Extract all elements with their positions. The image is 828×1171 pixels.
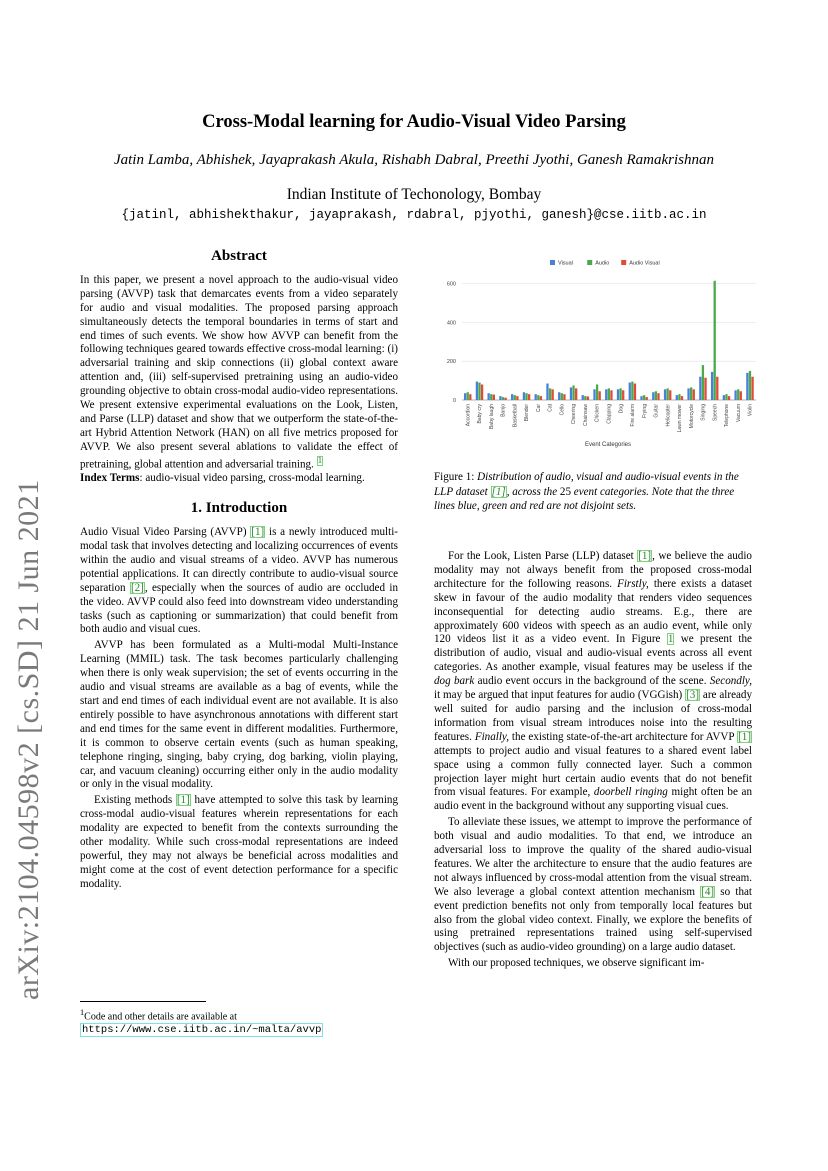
footnote <box>80 1006 398 1037</box>
intro-paragraph-2: AVVP has been formulated as a Multi-modal Multi-Instance Learning (MMIL) task. The task becomes particularly challenging when there is only weak supervision; the set of events occurring in the audio and visual streams are available as a bag of events, while the start and end times of each individual event are not available. It is also entirely possible to have asynchronous annotations with different start and end times for the same event in different modalities. Furthermore, it is common to observe certain events (such as human speaking, telephone ringing, singing, baby crying, dog barking, violin playing, car, and vacuum cleaning) occurring either only in the audio modality or only in the visual modality. <box>80 639 398 791</box>
bar <box>622 390 624 400</box>
caption-text: event categories. Note that the three lines blue, green and red are not disjoint sets. <box>434 485 735 512</box>
text-run: the existing state-of-the-art architecture for AVVP <box>509 730 738 743</box>
bar <box>511 394 513 400</box>
bar <box>699 377 701 400</box>
footnote-mark: 1 <box>80 1008 85 1017</box>
bar <box>488 393 490 400</box>
legend-swatch <box>550 260 555 265</box>
bar <box>737 389 739 400</box>
intro-paragraph-1 <box>80 526 398 637</box>
bar <box>716 377 718 400</box>
bar <box>563 394 565 400</box>
text-run: it may be argued that input features for audio (VGGish) <box>434 689 686 702</box>
bar <box>493 395 495 400</box>
x-tick-label: Banjo <box>500 404 507 417</box>
bar <box>669 390 671 400</box>
right-column <box>434 550 752 971</box>
bar <box>693 389 695 400</box>
y-tick-label: 400 <box>446 320 456 327</box>
bar <box>499 396 501 400</box>
bar <box>634 384 636 400</box>
x-tick-label: Baby laugh <box>488 404 495 430</box>
text-run: , especially when the sources of audio are occluded in the video. AVVP could also feed into downstream video understanding tasks (such as captioning or summarization) that could benefit from both audio and visual cues. <box>80 581 398 636</box>
bar <box>640 396 642 400</box>
bar <box>561 393 563 400</box>
caption-number: 25 <box>559 485 572 498</box>
bar <box>572 385 574 400</box>
text-run: Audio Visual Video Parsing (AVVP) <box>80 526 251 539</box>
y-tick-label: 200 <box>446 359 456 366</box>
bar <box>514 395 516 400</box>
x-tick-label: Motorcycle <box>688 404 695 429</box>
introduction-heading: 1. Introduction <box>190 500 288 517</box>
x-tick-label: Vacuum <box>735 404 742 422</box>
text-run: Existing methods <box>94 794 176 807</box>
index-terms-text: : audio-visual video parsing, cross-modal learning. <box>139 472 365 485</box>
figure-link[interactable]: 1 <box>667 633 674 646</box>
x-tick-label: Cat <box>547 404 554 412</box>
bar <box>723 395 725 400</box>
bar <box>584 396 586 400</box>
bar <box>657 393 659 400</box>
bar <box>476 382 478 400</box>
x-tick-label: Chainsaw <box>582 404 589 426</box>
x-tick-label: Basketball <box>512 404 519 428</box>
x-tick-label: Baby cry <box>477 404 484 424</box>
bar <box>528 394 530 400</box>
citation-link[interactable]: [1] <box>738 730 752 743</box>
bar <box>596 384 598 400</box>
figure-caption <box>434 470 752 514</box>
right-paragraph-2 <box>434 816 752 955</box>
x-axis-label: Event Categories <box>584 442 632 448</box>
citation-link[interactable]: [1] <box>176 794 190 807</box>
left-column <box>80 250 398 892</box>
bar <box>546 384 548 400</box>
bar <box>702 365 704 400</box>
y-axis-ticks <box>447 282 456 404</box>
bar <box>516 396 518 400</box>
author-emails: {jatinl, abhishekthakur, jayaprakash, rdabral, pjyothi, ganesh}@cse.iitb.ac.in <box>121 208 707 222</box>
bar <box>523 392 525 400</box>
text-run: Secondly, <box>709 675 752 688</box>
x-tick-label: Cello <box>559 404 566 416</box>
abstract-heading: Abstract <box>211 248 267 264</box>
bar <box>749 371 751 400</box>
legend-label: Audio <box>595 260 610 267</box>
bar <box>587 397 589 400</box>
abstract-body <box>80 274 398 472</box>
x-tick-label: Blender <box>524 404 531 422</box>
bar <box>575 388 577 400</box>
citation-link[interactable]: [1] <box>251 526 265 539</box>
legend-label: Visual <box>558 260 573 267</box>
bar <box>740 391 742 400</box>
paper-title: Cross-Modal learning for Audio-Visual Video Parsing <box>202 112 626 132</box>
bar <box>652 392 654 400</box>
bar <box>540 396 542 400</box>
bar <box>667 388 669 400</box>
caption-text: Distribution of audio, visual and audio-visual events in the LLP dataset <box>434 471 739 498</box>
text-run: might often be an audio event in the background without any supporting visual cues. <box>434 786 752 813</box>
x-tick-label: Clapping <box>606 404 613 424</box>
bar <box>464 393 466 400</box>
text-run: doorbell ringing <box>593 786 668 799</box>
bar <box>655 391 657 400</box>
bar <box>643 395 645 400</box>
bar <box>549 388 551 400</box>
footnote-link[interactable]: 1 <box>317 455 323 466</box>
bar <box>504 398 506 400</box>
bar <box>608 388 610 400</box>
footnote-rule <box>80 1001 206 1002</box>
y-tick-label: 600 <box>446 281 456 288</box>
footnote-text: Code and other details are available at <box>84 1011 237 1023</box>
text-run: are already well suited for audio parsing and the inclusion of cross-modal information from visual stream introduces noise into the resulting features. <box>434 689 753 743</box>
right-paragraph-3: With our proposed techniques, we observe significant im- <box>448 957 705 970</box>
x-tick-label: Chicken <box>594 404 601 423</box>
affiliation: Indian Institute of Techonology, Bombay <box>286 186 542 203</box>
x-tick-label: Speech <box>712 404 719 421</box>
text-run: Finally, <box>474 730 510 743</box>
text-run: To alleviate these issues, we attempt to improve the performance of both visual and audio modalities. To that end, we introduce an adversarial loss to improve the quality of the shared audio-visual features. We alter the architecture to ensure that the audio features are not always influenced by cross-modal attention from the visual stream. We also leverage a global context attention mechanism <box>434 816 752 898</box>
bar <box>728 396 730 400</box>
x-tick-label: Car <box>535 404 542 413</box>
x-tick-label: Telephone <box>724 404 731 428</box>
text-run: have attempted to solve this task by learning cross-modal audio-visual features wherein representations for each modality are expected to benefit from the contexts surrounding the other modality. While such cross-modal representations are indeed powerful, they may not always be beneficial across modalities and might come at the cost of event detection performance for a specific modality. <box>80 794 398 890</box>
bar <box>734 390 736 400</box>
bar <box>525 393 527 400</box>
bar <box>570 387 572 400</box>
text-run: there exists a dataset skew in favour of the audio modality that renders video sequences inconsequential for detecting audio streams. E.g., there are approximately 600 videos with speech as an audio event, while only 120 videos list it as a video event. In Figure <box>434 577 753 646</box>
text-run: For the Look, Listen Parse (LLP) dataset <box>448 550 638 562</box>
citation-link[interactable]: [4] <box>701 885 715 898</box>
x-tick-label: Cheering <box>571 404 578 425</box>
bar <box>478 383 480 400</box>
x-tick-label: Frying <box>641 404 648 418</box>
bar <box>552 389 554 400</box>
event-distribution-chart <box>430 252 760 452</box>
bar <box>605 389 607 400</box>
bar <box>664 389 666 400</box>
bar <box>678 394 680 400</box>
text-run: dog bark <box>434 675 475 688</box>
bar <box>725 394 727 400</box>
text-run: attempts to project audio and visual features to a shared event label space using a common fully connected layer. Such a common projection layer might hurt certain audio events that do not benefit from visual features. For example, <box>434 744 752 799</box>
bar <box>687 388 689 400</box>
bar <box>599 391 601 400</box>
bar <box>646 397 648 400</box>
bar <box>582 395 584 400</box>
arxiv-sidebar-stamp: arXiv:2104.04598v2 [cs.SD] 21 Jun 2021 <box>12 479 45 1000</box>
figure-label: Figure 1: <box>434 471 478 483</box>
index-terms-label: Index Terms <box>80 472 140 485</box>
bar <box>631 382 633 400</box>
legend-swatch <box>621 260 626 265</box>
chart-legend <box>550 260 660 267</box>
bar <box>676 395 678 400</box>
bar <box>619 388 621 400</box>
bar <box>593 389 595 400</box>
text-run: we present the distribution of audio, visual and audio-visual events across all event categories. As another example, visual features may be useless if the <box>434 633 752 674</box>
x-tick-label: Helicopter <box>665 404 672 427</box>
x-tick-label: Singing <box>700 404 707 421</box>
bar <box>610 390 612 400</box>
bar <box>502 397 504 400</box>
y-tick-label: 0 <box>452 398 456 404</box>
abstract-text: In this paper, we present a novel approach to the audio-visual video parsing (AVVP) task that demarcates events from a video separately for audio and visual modalities. The proposed parsing approach simultaneously detects the temporal boundaries in terms of start and end times of such events. We show how AVVP can benefit from the following techniques geared towards effective cross-modal learning: (i) adversarial training and skip connections (ii) global context aware attention and, (iii) self-supervised pretraining using an audio-video grounding objective to obtain cross-modal audio-video representations. We present extensive experimental evaluations on the Look, Listen, and Parse (LLP) dataset and show that we outperform the state-of-the-art Hybrid Attention Network (HAN) on all five metrics proposed for AVVP. We also present several ablations to validate the effect of pretraining, global attention and adversarial training. <box>80 273 398 471</box>
bar <box>690 387 692 400</box>
bar <box>681 396 683 400</box>
citation-link[interactable]: [3] <box>686 689 700 702</box>
bar <box>704 378 706 400</box>
text-run: is a newly introduced multi-modal task that involves detecting and localizing occurrences of events within the audio and visual streams of a video. AVVP has numerous potential applications. It can directly contribute to audio-visual source separation <box>80 526 398 594</box>
bar <box>629 383 631 400</box>
citation-link[interactable]: [1] <box>491 485 506 498</box>
bar <box>481 384 483 400</box>
bar <box>751 377 753 400</box>
x-tick-label: Guitar <box>653 404 660 418</box>
text-run: so that event prediction benefits not only from temporally local features but also from the global video context. Finally, we explore the benefits of using pretrained representations trained using self-supervised objectives (such as audio-video grounding) on a large audio dataset. <box>434 885 753 954</box>
bar <box>469 394 471 400</box>
intro-paragraph-3 <box>80 794 398 891</box>
right-paragraph-1 <box>434 550 752 814</box>
paper-authors: Jatin Lamba, Abhishek, Jayaprakash Akula, Rishabh Dabral, Preethi Jyothi, Ganesh Ramakrishnan <box>113 152 715 168</box>
footnote-url-link[interactable]: https://www.cse.iitb.ac.in/~malta/avvp <box>82 1024 322 1037</box>
index-terms <box>80 472 398 486</box>
text-run: Firstly, <box>617 577 649 590</box>
x-tick-label: Accordion <box>465 404 472 427</box>
bar <box>535 394 537 400</box>
legend-swatch <box>587 260 592 265</box>
bar <box>467 392 469 400</box>
bar <box>711 372 713 400</box>
x-tick-label: Fire alarm <box>630 404 637 427</box>
bar <box>714 281 716 400</box>
bar <box>617 389 619 400</box>
citation-link[interactable]: [1] <box>638 550 652 562</box>
bar <box>537 395 539 400</box>
x-axis-ticks <box>465 403 753 432</box>
chart-bars <box>464 281 754 400</box>
text-run: , we believe the audio modality may not always benefit from the proposed cross-modal architecture for the following reasons. <box>434 550 752 590</box>
x-tick-label: Violin <box>747 404 754 417</box>
bar <box>558 392 560 400</box>
text-run: audio event occurs in the background of the scene. <box>474 675 710 688</box>
citation-link[interactable]: [2] <box>130 581 144 594</box>
x-tick-label: Lawn mower <box>677 404 684 433</box>
x-tick-label: Dog <box>618 404 625 414</box>
legend-label: Audio Visual <box>629 260 660 267</box>
caption-text: , across the <box>506 485 560 498</box>
bar <box>490 394 492 400</box>
bar <box>746 373 748 400</box>
